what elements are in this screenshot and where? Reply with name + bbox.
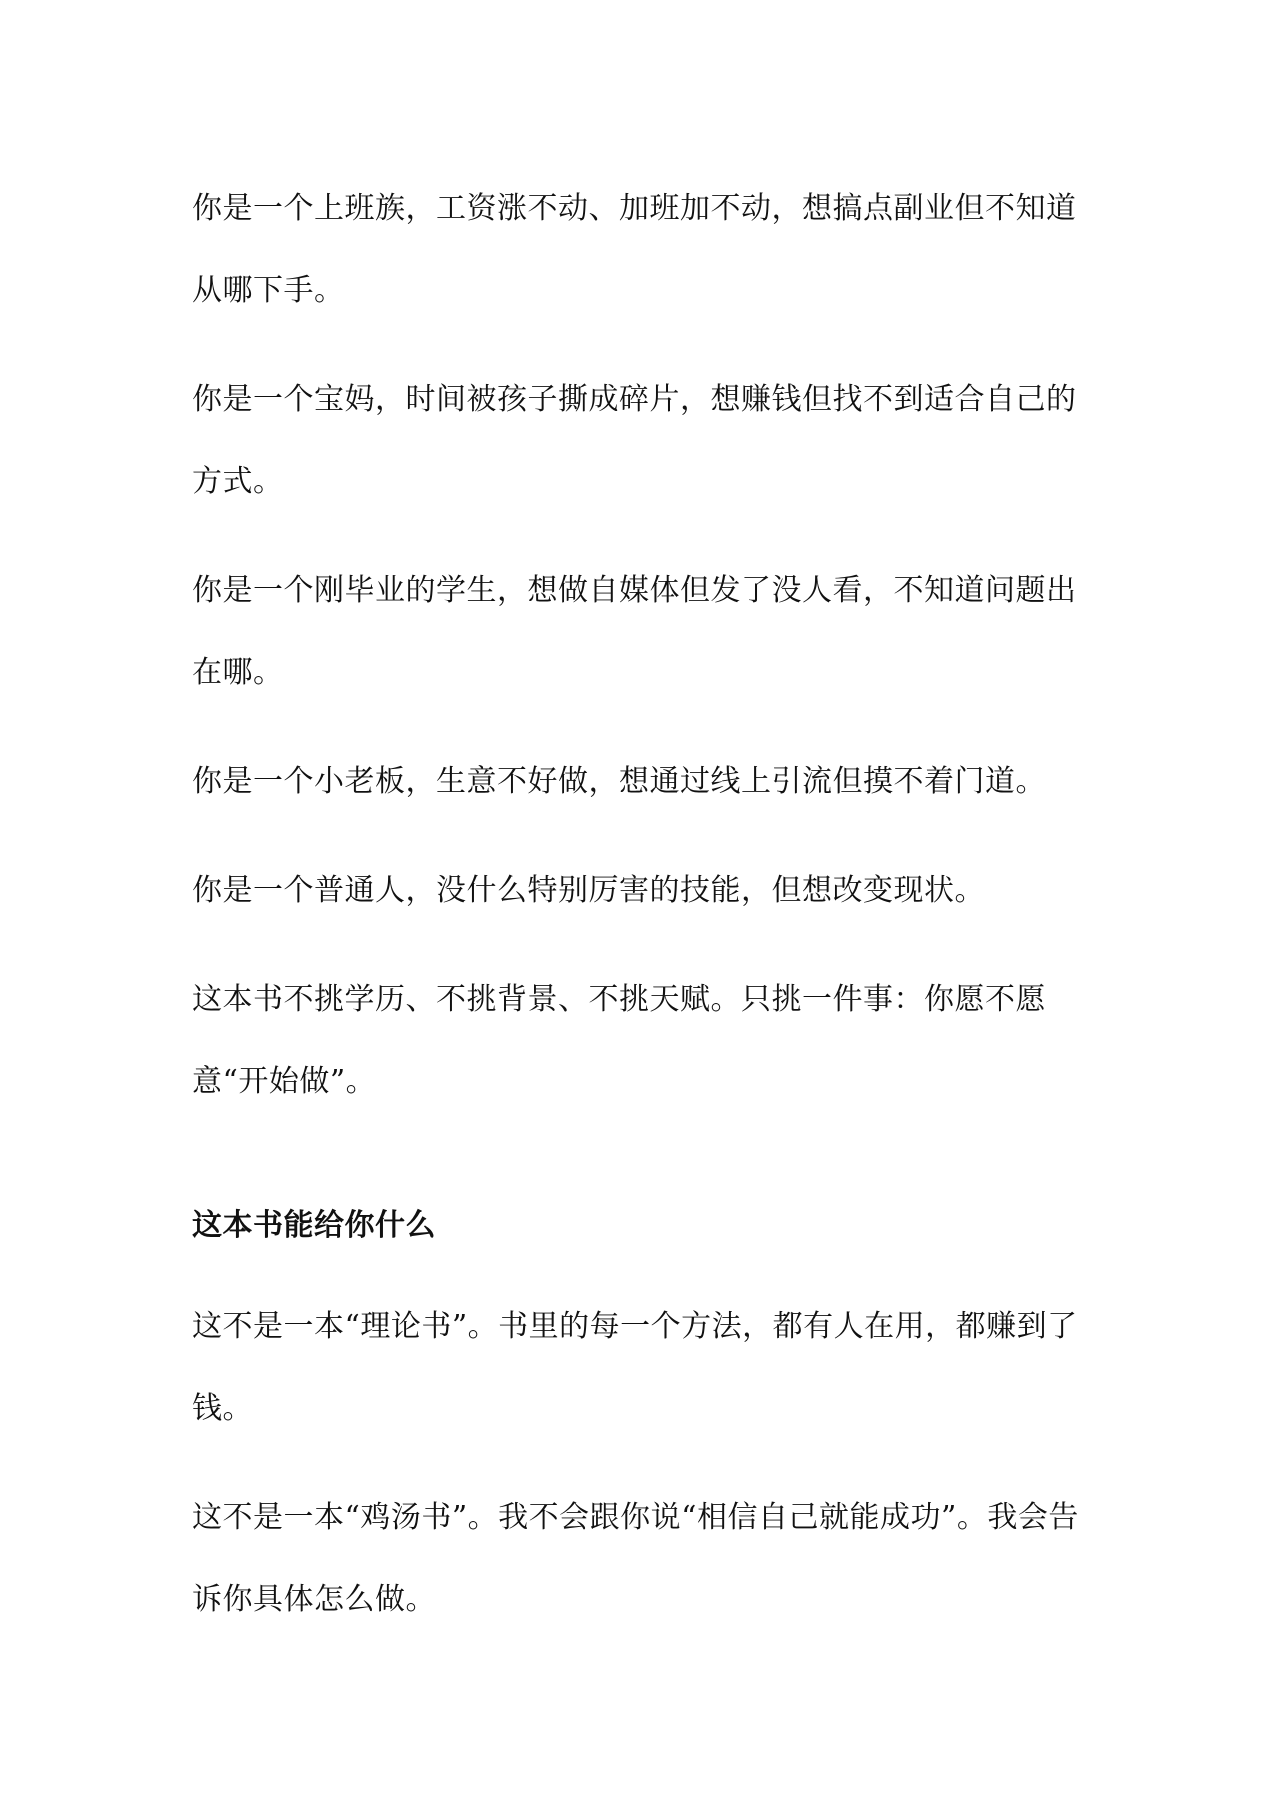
paragraph-graduate: 你是一个刚毕业的学生，想做自媒体但发了没人看，不知道问题出在哪。 <box>192 573 1077 690</box>
paragraph-book-requirements: 这本书不挑学历、不挑背景、不挑天赋。只挑一件事：你愿不愿意“开始做”。 <box>192 982 1046 1099</box>
paragraph-stay-at-home-mom: 你是一个宝妈，时间被孩子撕成碎片，想赚钱但找不到适合自己的方式。 <box>192 382 1077 499</box>
paragraph-not-theory: 这不是一本“理论书”。书里的每一个方法，都有人在用，都赚到了钱。 <box>192 1309 1078 1426</box>
paragraph-office-worker: 你是一个上班族，工资涨不动、加班加不动，想搞点副业但不知道从哪下手。 <box>192 191 1077 308</box>
paragraph-not-chicken-soup: 这不是一本“鸡汤书”。我不会跟你说“相信自己就能成功”。我会告诉你具体怎么做。 <box>192 1500 1079 1617</box>
paragraph-ordinary-person: 你是一个普通人，没什么特别厉害的技能，但想改变现状。 <box>192 873 985 908</box>
document-body <box>192 168 1092 1668</box>
paragraph-small-business-owner: 你是一个小老板，生意不好做，想通过线上引流但摸不着门道。 <box>192 764 1046 799</box>
section-heading: 这本书能给你什么 <box>192 1208 436 1243</box>
